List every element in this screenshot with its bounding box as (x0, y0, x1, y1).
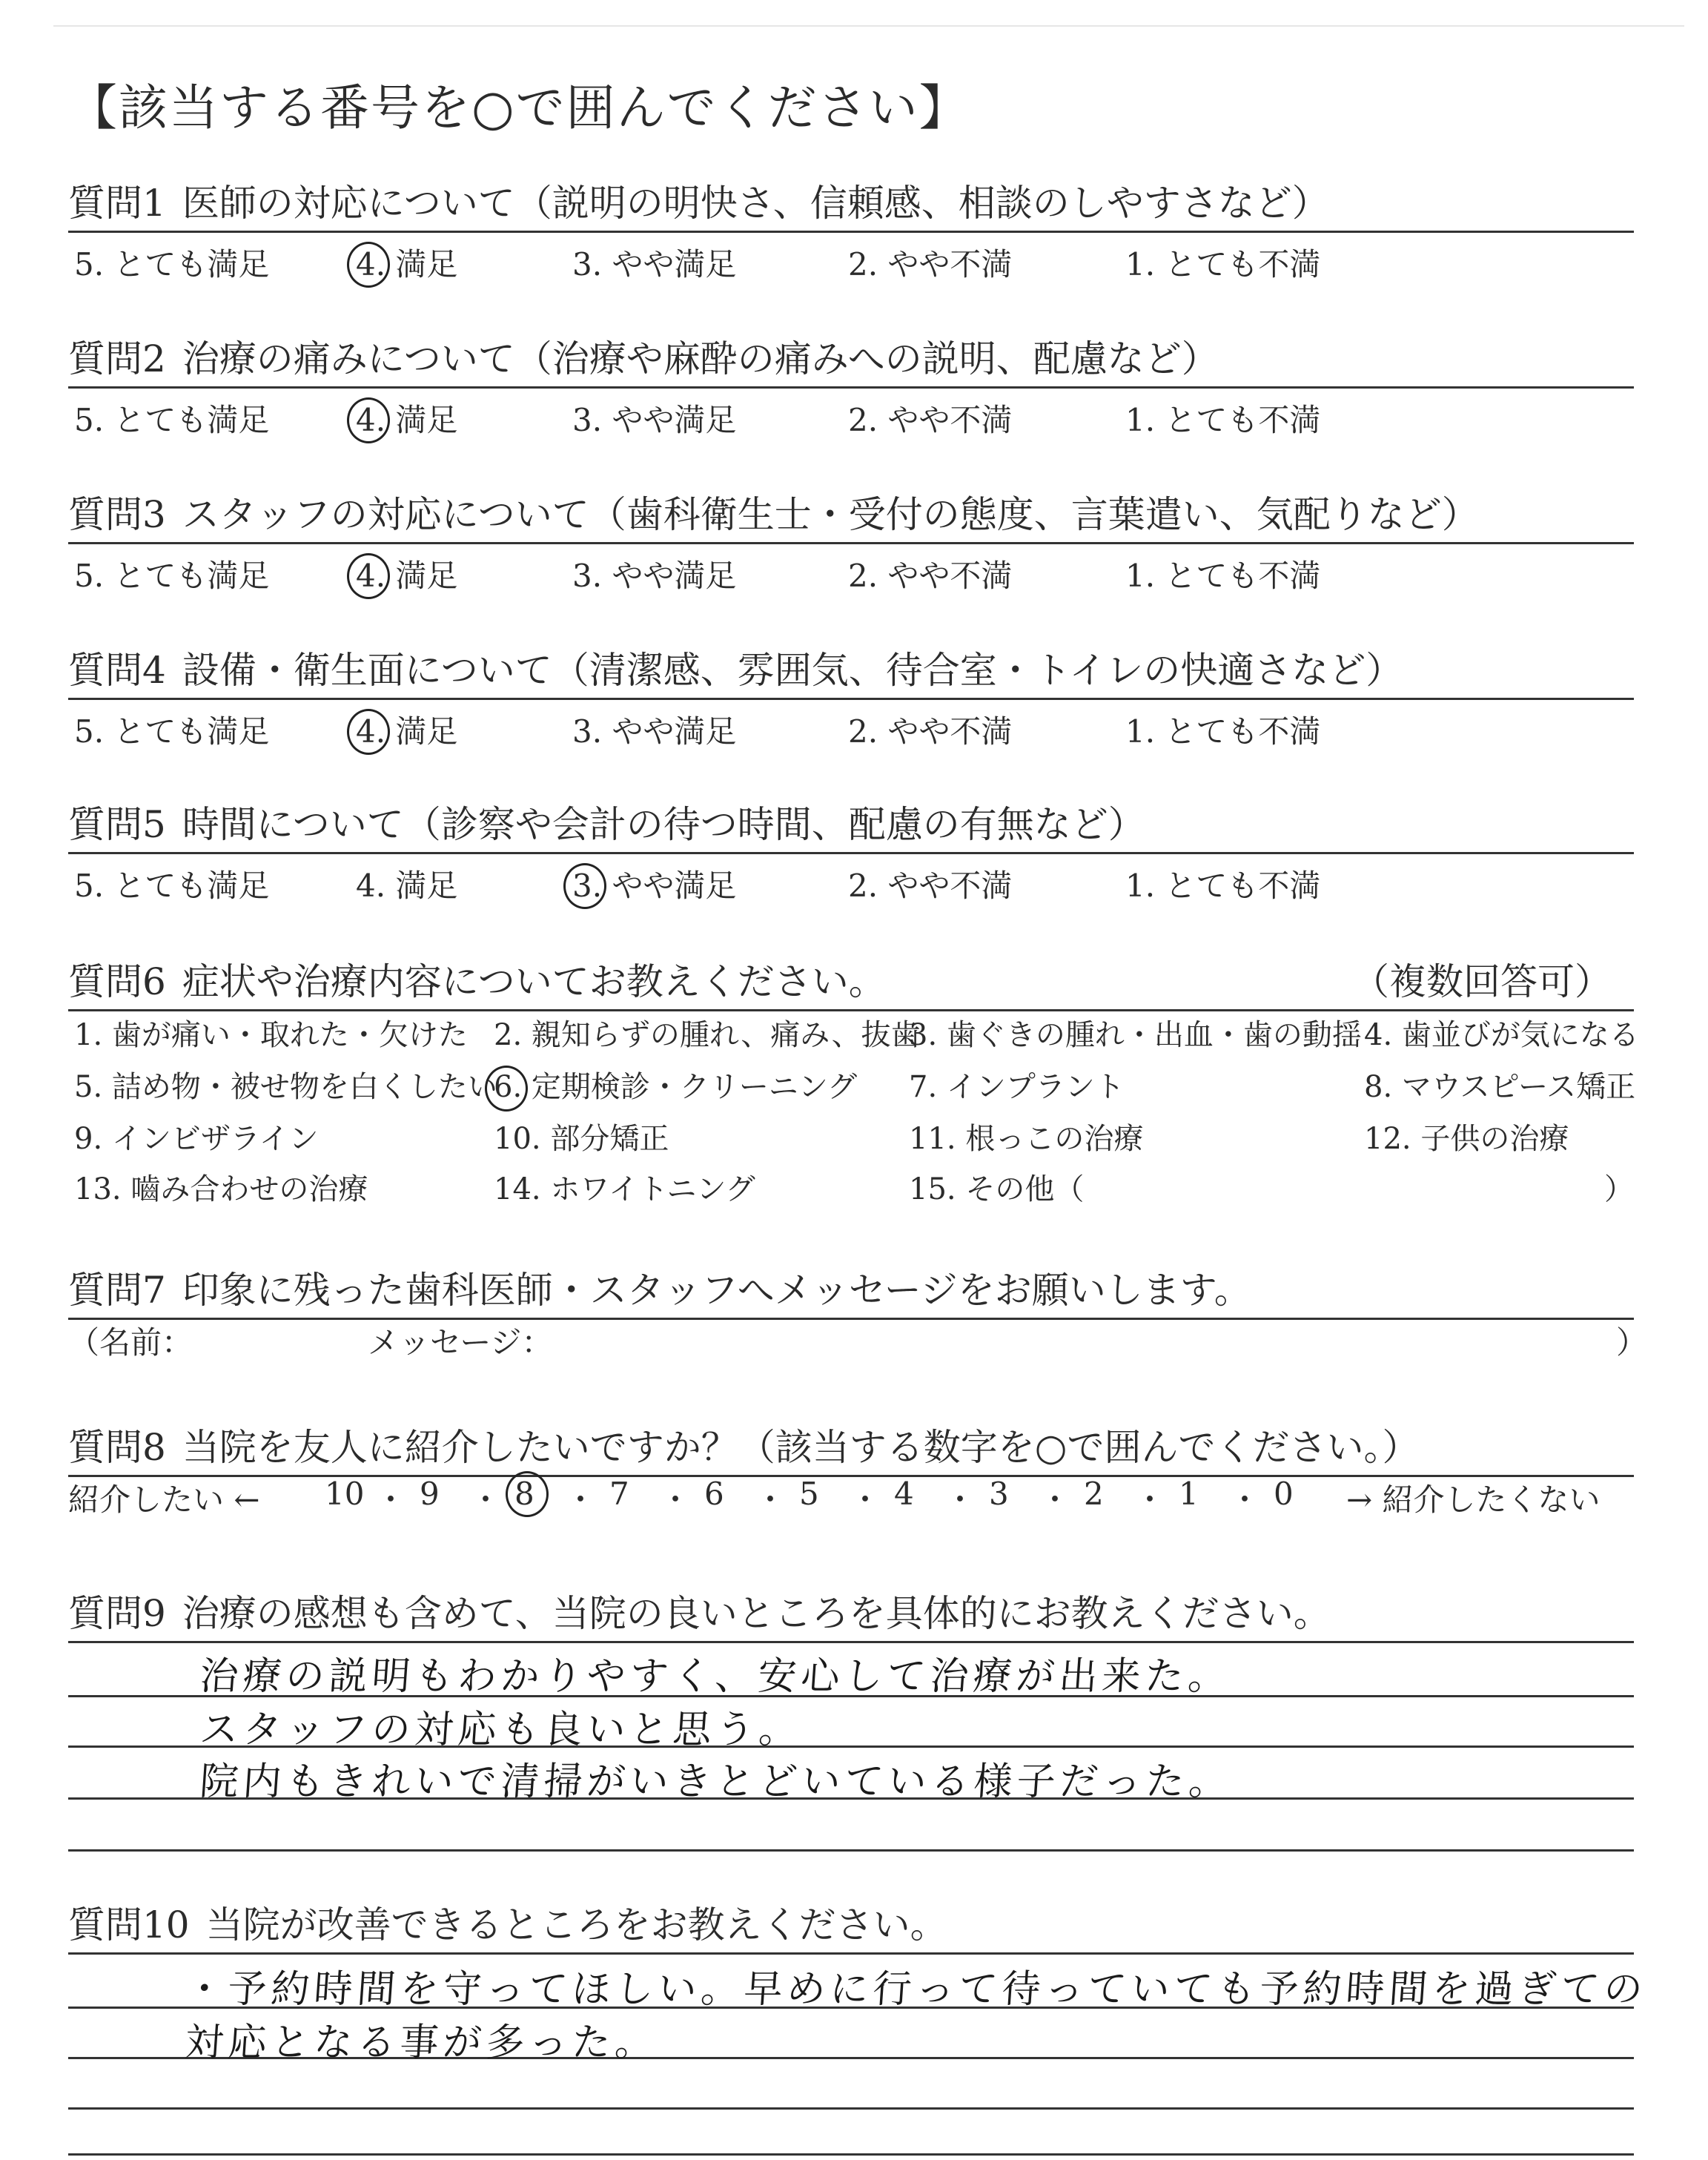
question-rule (68, 1318, 1634, 1320)
option-label: . やや不満 (867, 713, 1013, 750)
rating-option[interactable] (1125, 240, 1320, 285)
question-rule (68, 1952, 1634, 1955)
option-label: . とても不満 (1145, 402, 1321, 438)
scale-separator-dot: ・ (944, 1482, 976, 1518)
option-number: 2 (848, 402, 868, 438)
option-label: . 満足 (375, 246, 458, 283)
question-3 (68, 485, 1634, 544)
scale-separator-dot: ・ (375, 1482, 407, 1518)
option-number: 2 (848, 713, 868, 750)
scale-separator-dot: ・ (660, 1482, 692, 1518)
answer-line (68, 2107, 1634, 2110)
question-number: 質問9 (68, 1592, 166, 1635)
option-number: 1 (1125, 402, 1145, 438)
page-title: 【該当する番号を○で囲んでください】 (68, 79, 970, 136)
question-rule (68, 1641, 1634, 1643)
symptom-option[interactable]: 8. マウスピース矯正 (1364, 1070, 1636, 1104)
other-close-paren: ） (1604, 1172, 1634, 1206)
rating-option[interactable] (1125, 862, 1320, 906)
symptom-option[interactable]: 7. インプラント (909, 1070, 1125, 1104)
selected-circle-mark: 4 (356, 402, 376, 438)
rating-option[interactable] (848, 240, 1012, 285)
symptom-option[interactable]: 6. 定期検診・クリーニング (494, 1070, 858, 1104)
scale-separator-dot: ・ (1039, 1482, 1071, 1518)
question-7 (68, 1261, 1634, 1320)
rating-option[interactable] (848, 552, 1012, 596)
symptom-option[interactable]: 3. 歯ぐきの腫れ・出血・歯の動揺 (909, 1018, 1362, 1052)
question-text: 印象に残った歯科医師・スタッフへメッセージをお願いします。 (182, 1269, 1251, 1312)
rating-option[interactable] (356, 240, 457, 285)
question-rule (68, 852, 1634, 854)
selected-circle-mark: 4 (356, 246, 376, 283)
option-label: . やや不満 (867, 558, 1013, 594)
selected-circle-mark: 4 (356, 558, 376, 594)
option-number: 5 (74, 246, 94, 283)
question-rule (68, 386, 1634, 389)
multi-answer-note: （複数回答可） (1352, 960, 1612, 1003)
option-number: 1 (1125, 868, 1145, 904)
recommend-number[interactable]: 3 (989, 1476, 1009, 1512)
option-number: 3 (572, 713, 592, 750)
recommend-right-label: → 紹介したくない (1346, 1482, 1601, 1518)
option-label: . 満足 (375, 558, 458, 594)
symptom-option[interactable]: 11. 根っこの治療 (909, 1122, 1144, 1156)
option-label: . とても不満 (1145, 246, 1321, 283)
recommend-number[interactable]: 0 (1274, 1476, 1294, 1512)
option-label: . やや不満 (867, 246, 1013, 283)
symptom-option[interactable]: 5. 詰め物・被せ物を白くしたい (74, 1070, 497, 1104)
scale-separator-dot: ・ (1229, 1482, 1261, 1518)
answer-line (68, 1849, 1634, 1852)
symptom-option[interactable]: 14. ホワイトニング (494, 1172, 755, 1206)
option-label: . とても不満 (1145, 868, 1321, 904)
recommend-number[interactable]: 5 (799, 1476, 819, 1512)
option-label: . やや満足 (592, 558, 737, 594)
recommend-number[interactable]: 2 (1084, 1476, 1104, 1512)
scale-separator-dot: ・ (755, 1482, 787, 1518)
handwritten-answer-line: ・予約時間を守ってほしい。早めに行って待っていても予約時間を過ぎての (183, 1967, 1649, 2012)
option-label: . 満足 (375, 402, 458, 438)
question-number: 質問3 (68, 493, 166, 536)
question-number: 質問4 (68, 649, 166, 692)
recommend-number[interactable]: 1 (1179, 1476, 1199, 1512)
option-number: 3 (572, 246, 592, 283)
scale-separator-dot: ・ (470, 1482, 502, 1518)
question-10 (68, 1895, 1634, 1955)
option-number: 2 (848, 246, 868, 283)
question-text: スタッフの対応について（歯科衛生士・受付の態度、言葉遣い、気配りなど） (182, 493, 1479, 536)
question-rule (68, 231, 1634, 233)
symptom-option[interactable]: 9. インビザライン (74, 1122, 319, 1156)
option-label: . とても満足 (93, 713, 270, 750)
rating-option[interactable] (74, 240, 269, 285)
option-label: . やや満足 (592, 713, 737, 750)
question-text: 治療の感想も含めて、当院の良いところを具体的にお教えください。 (182, 1592, 1331, 1635)
question-number: 質問1 (68, 182, 166, 225)
rating-option[interactable] (74, 862, 269, 906)
symptom-option[interactable]: 12. 子供の治療 (1364, 1122, 1569, 1156)
rating-option[interactable] (356, 552, 457, 596)
rating-option[interactable] (848, 707, 1012, 752)
option-label: . とても満足 (93, 402, 270, 438)
question-number: 質問5 (68, 803, 166, 846)
question-text: 症状や治療内容についてお教えください。 (182, 960, 886, 1003)
option-label: . とても満足 (93, 246, 270, 283)
option-label: . やや満足 (592, 868, 737, 904)
option-label: . 満足 (375, 868, 458, 904)
handwritten-answer-line: スタッフの対応も良いと思う。 (198, 1708, 804, 1752)
option-number: 3 (572, 402, 592, 438)
question-4 (68, 641, 1634, 700)
symptom-option[interactable]: 2. 親知らずの腫れ、痛み、抜歯 (494, 1018, 921, 1052)
question-number: 質問6 (68, 960, 166, 1003)
question-number: 質問10 (68, 1903, 190, 1946)
question-text: 当院を友人に紹介したいですか？（該当する数字を○で囲んでください。） (182, 1426, 1420, 1469)
question-6 (68, 952, 1634, 1011)
rating-option[interactable] (848, 862, 1012, 906)
recommend-number[interactable]: 6 (704, 1476, 724, 1512)
answer-line (68, 2153, 1634, 2156)
rating-option[interactable] (848, 396, 1012, 440)
question-text: 治療の痛みについて（治療や麻酔の痛みへの説明、配慮など） (182, 337, 1219, 380)
question-1 (68, 174, 1634, 233)
selected-circle-mark: 3 (572, 868, 592, 904)
rating-option[interactable] (572, 862, 736, 906)
symptom-option[interactable]: 4. 歯並びが気になる (1364, 1018, 1639, 1052)
rating-option[interactable] (356, 396, 457, 440)
question-9 (68, 1584, 1634, 1643)
option-number: 1 (1125, 713, 1145, 750)
scale-separator-dot: ・ (565, 1482, 597, 1518)
option-label: . やや不満 (867, 868, 1013, 904)
recommend-number[interactable]: 7 (609, 1476, 629, 1512)
option-label: . とても不満 (1145, 713, 1321, 750)
question-8 (68, 1418, 1634, 1477)
option-label: . とても不満 (1145, 558, 1321, 594)
option-label: . やや満足 (592, 246, 737, 283)
question-number: 質問8 (68, 1426, 166, 1469)
option-label: . とても満足 (93, 868, 270, 904)
handwritten-answer-line: 院内もきれいで清掃がいきとどいている様子だった。 (198, 1760, 1234, 1804)
recommend-left-label: 紹介したい ← (68, 1482, 260, 1518)
message-close-paren: ） (1616, 1324, 1648, 1361)
rating-option[interactable] (572, 552, 736, 596)
symptom-option[interactable]: 10. 部分矯正 (494, 1122, 669, 1156)
selected-circle-mark: 6 (494, 1070, 513, 1104)
recommend-number[interactable]: 9 (420, 1476, 440, 1512)
option-label: . やや満足 (592, 402, 737, 438)
symptom-option[interactable]: 15. その他（ (909, 1172, 1085, 1206)
rating-option[interactable] (356, 707, 457, 752)
handwritten-answer-line: 治療の説明もわかりやすく、安心して治療が出来た。 (198, 1654, 1233, 1699)
message-label: メッセージ： (368, 1324, 553, 1361)
recommend-number[interactable]: 4 (894, 1476, 914, 1512)
option-number: 5 (74, 402, 94, 438)
option-number: 4 (356, 868, 376, 904)
rating-option[interactable] (1125, 707, 1320, 752)
selected-recommend-number[interactable]: 8 (514, 1476, 534, 1512)
rating-option[interactable] (74, 552, 269, 596)
option-number: 1 (1125, 558, 1145, 594)
option-number: 5 (74, 868, 94, 904)
question-text: 当院が改善できるところをお教えください。 (205, 1903, 947, 1946)
option-number: 2 (848, 868, 868, 904)
rating-option[interactable] (356, 862, 457, 906)
top-border (53, 25, 1684, 27)
question-text: 設備・衛生面について（清潔感、雰囲気、待合室・トイレの快適さなど） (182, 649, 1403, 692)
scale-separator-dot: ・ (1134, 1482, 1166, 1518)
rating-option[interactable] (1125, 552, 1320, 596)
handwritten-answer-line: 対応となる事が多った。 (183, 2021, 660, 2065)
name-label: （名前： (68, 1324, 193, 1361)
option-number: 5 (74, 558, 94, 594)
rating-option[interactable] (572, 240, 736, 285)
question-rule (68, 542, 1634, 544)
option-number: 1 (1125, 246, 1145, 283)
selected-circle-mark: 4 (356, 713, 376, 750)
symptom-option[interactable]: 1. 歯が痛い・取れた・欠けた (74, 1018, 468, 1052)
option-number: 3 (572, 558, 592, 594)
option-number: 5 (74, 713, 94, 750)
rating-option[interactable] (74, 707, 269, 752)
option-label: . 満足 (375, 713, 458, 750)
rating-option[interactable] (1125, 396, 1320, 440)
rating-option[interactable] (572, 707, 736, 752)
recommend-number[interactable]: 10 (325, 1476, 365, 1512)
question-rule (68, 698, 1634, 700)
rating-option[interactable] (572, 396, 736, 440)
question-2 (68, 329, 1634, 389)
symptom-option[interactable]: 13. 嚙み合わせの治療 (74, 1172, 368, 1206)
question-number: 質問2 (68, 337, 166, 380)
question-number: 質問7 (68, 1269, 166, 1312)
option-number: 2 (848, 558, 868, 594)
rating-option[interactable] (74, 396, 269, 440)
option-label: . とても満足 (93, 558, 270, 594)
question-5 (68, 795, 1634, 854)
question-text: 時間について（診察や会計の待つ時間、配慮の有無など） (182, 803, 1145, 846)
option-label: . やや不満 (867, 402, 1013, 438)
question-text: 医師の対応について（説明の明快さ、信頼感、相談のしやすさなど） (182, 182, 1329, 225)
scale-separator-dot: ・ (850, 1482, 881, 1518)
